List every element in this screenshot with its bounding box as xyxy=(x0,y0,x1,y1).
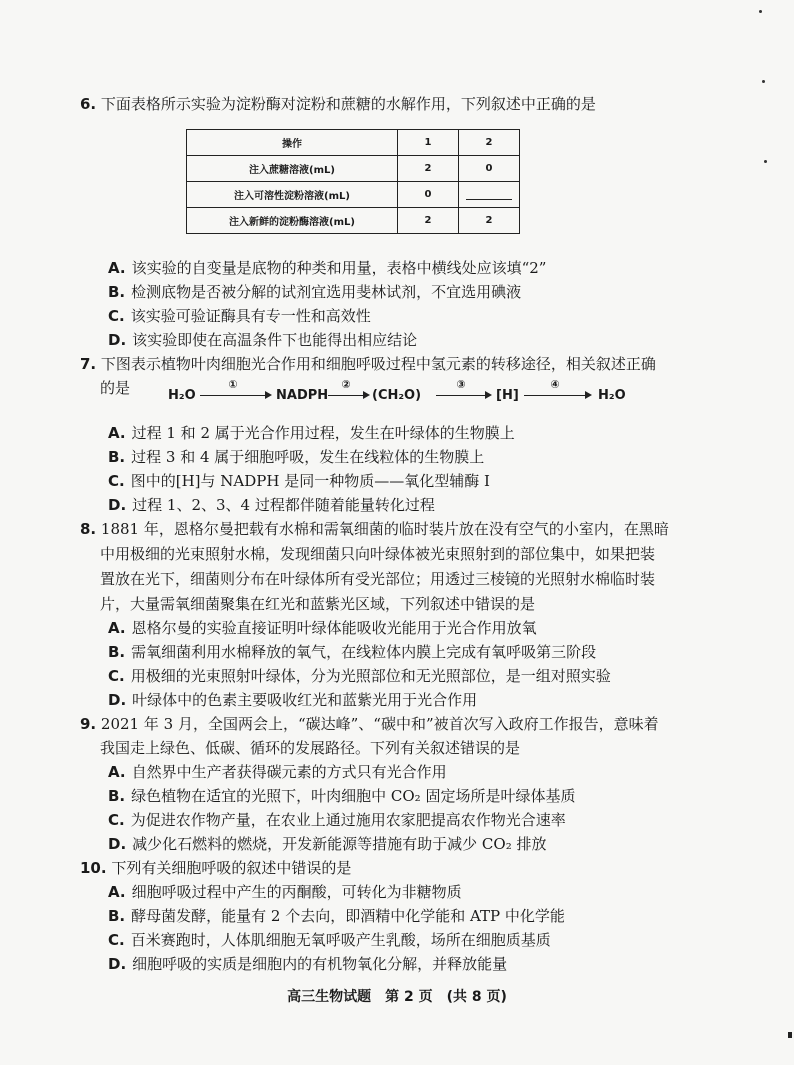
table-cell: 2 xyxy=(459,208,520,234)
question-number: 10. xyxy=(80,859,107,877)
pathway-item: (CH₂O) xyxy=(372,388,422,403)
question-8-option-c: C. 用极细的光束照射叶绿体，分为光照部位和无光照部位，是一组对照实验 xyxy=(108,667,611,685)
question-10-option-c: C. 百米赛跑时，人体肌细胞无氧呼吸产生乳酸，场所在细胞质基质 xyxy=(108,931,551,949)
question-7-option-d: D. 过程 1、2、3、4 过程都伴随着能量转化过程 xyxy=(108,496,435,514)
table-cell: 2 xyxy=(398,208,459,234)
question-8-option-d: D. 叶绿体中的色素主要吸收红光和蓝紫光用于光合作用 xyxy=(108,691,478,709)
scan-edge-mark xyxy=(788,1032,792,1038)
table-header-cell: 操作 xyxy=(187,130,398,156)
table-header-cell: 1 xyxy=(398,130,459,156)
question-6-option-d: D. 该实验即使在高温条件下也能得出相应结论 xyxy=(108,331,418,349)
question-8-line-4: 片，大量需氧细菌聚集在红光和蓝紫光区域，下列叙述中错误的是 xyxy=(100,595,536,613)
table-cell: 注入蔗糖溶液(mL) xyxy=(187,156,398,182)
question-9-stem xyxy=(80,712,659,736)
pathway-arrow xyxy=(328,378,370,400)
question-10-option-b: B. 酵母菌发酵，能量有 2 个去向，即酒精中化学能和 ATP 中化学能 xyxy=(108,907,565,925)
question-number: 7. xyxy=(80,355,97,373)
table-row xyxy=(187,208,520,234)
table-header-cell: 2 xyxy=(459,130,520,156)
question-7-stem xyxy=(80,352,656,376)
question-6-option-b: B. 检测底物是否被分解的试剂宜选用斐林试剂，不宜选用碘液 xyxy=(108,283,522,301)
question-9-option-b: B. 绿色植物在适宜的光照下，叶肉细胞中 CO₂ 固定场所是叶绿体基质 xyxy=(108,787,576,805)
page-footer: 高三生物试题 第 2 页 (共 8 页) xyxy=(287,989,507,1005)
fill-in-blank-line xyxy=(466,187,512,200)
question-number: 9. xyxy=(80,715,97,733)
pathway-step-label: ④ xyxy=(550,378,560,391)
question-7-stem-line2: 的是 xyxy=(100,379,131,397)
question-10-option-d: D. 细胞呼吸的实质是细胞内的有机物氧化分解，并释放能量 xyxy=(108,955,508,973)
question-6-stem xyxy=(80,92,596,116)
table-cell: 0 xyxy=(398,182,459,208)
experiment-table xyxy=(186,129,520,234)
question-7-option-b: B. 过程 3 和 4 属于细胞呼吸，发生在线粒体的生物膜上 xyxy=(108,448,485,466)
question-number: 8. xyxy=(80,520,97,538)
question-10-option-a: A. 细胞呼吸过程中产生的丙酮酸，可转化为非糖物质 xyxy=(108,883,462,901)
question-6-option-a: A. 该实验的自变量是底物的种类和用量，表格中横线处应该填“2” xyxy=(108,259,547,277)
pathway-item: NADPH xyxy=(276,388,329,403)
question-text: 2021 年 3 月，全国两会上，“碳达峰”、“碳中和”被首次写入政府工作报告，意味着 xyxy=(100,715,659,733)
pathway-arrow xyxy=(436,378,492,400)
question-9-line-2: 我国走上绿色、低碳、循环的发展路径。下列有关叙述错误的是 xyxy=(100,739,521,757)
table-row xyxy=(187,156,520,182)
pathway-step-label: ② xyxy=(341,378,351,391)
question-number: 6. xyxy=(80,95,97,113)
question-8-option-a: A. 恩格尔曼的实验直接证明叶绿体能吸收光能用于光合作用放氧 xyxy=(108,619,537,637)
table-row xyxy=(187,182,520,208)
question-text: 下列有关细胞呼吸的叙述中错误的是 xyxy=(111,859,352,877)
question-9-option-a: A. 自然界中生产者获得碳元素的方式只有光合作用 xyxy=(108,763,447,781)
table-cell-blank xyxy=(459,182,520,208)
table-cell: 注入可溶性淀粉溶液(mL) xyxy=(187,182,398,208)
question-text: 下面表格所示实验为淀粉酶对淀粉和蔗糖的水解作用，下列叙述中正确的是 xyxy=(100,95,596,113)
pathway-arrow xyxy=(524,378,592,400)
table-cell: 注入新鲜的淀粉酶溶液(mL) xyxy=(187,208,398,234)
question-7-option-c: C. 图中的[H]与 NADPH 是同一种物质——氧化型辅酶 I xyxy=(108,472,490,490)
pathway-item: H₂O xyxy=(598,388,626,403)
question-8-stem xyxy=(80,517,669,541)
scan-speck xyxy=(759,10,762,13)
question-8-line-3: 置放在光下，细菌则分布在叶绿体所有受光部位；用透过三棱镜的光照射水棉临时装 xyxy=(100,570,656,588)
pathway-step-label: ① xyxy=(228,378,238,391)
question-9-option-d: D. 减少化石燃料的燃烧，开发新能源等措施有助于减少 CO₂ 排放 xyxy=(108,835,547,853)
question-8-line-2: 中用极细的光束照射水棉，发现细菌只向叶绿体被光束照射到的部位集中，如果把装 xyxy=(100,545,656,563)
table-cell: 2 xyxy=(398,156,459,182)
table-cell: 0 xyxy=(459,156,520,182)
pathway-item: H₂O xyxy=(168,388,196,403)
question-text: 1881 年，恩格尔曼把载有水棉和需氧细菌的临时装片放在没有空气的小室内，在黑暗 xyxy=(100,520,669,538)
question-text: 下图表示植物叶肉细胞光合作用和细胞呼吸过程中氢元素的转移途径，相关叙述正确 xyxy=(100,355,656,373)
question-6-option-c: C. 该实验可验证酶具有专一性和高效性 xyxy=(108,307,371,325)
pathway-item: [H] xyxy=(496,388,519,403)
scan-speck xyxy=(764,160,767,163)
question-8-option-b: B. 需氧细菌利用水棉释放的氧气，在线粒体内膜上完成有氧呼吸第三阶段 xyxy=(108,643,597,661)
table-header-row xyxy=(187,130,520,156)
question-10-stem xyxy=(80,856,351,880)
pathway-step-label: ③ xyxy=(456,378,466,391)
question-9-option-c: C. 为促进农作物产量，在农业上通过施用农家肥提高农作物光合速率 xyxy=(108,811,566,829)
pathway-arrow xyxy=(200,378,272,400)
question-7-option-a: A. 过程 1 和 2 属于光合作用过程，发生在叶绿体的生物膜上 xyxy=(108,424,515,442)
scan-speck xyxy=(762,80,765,83)
